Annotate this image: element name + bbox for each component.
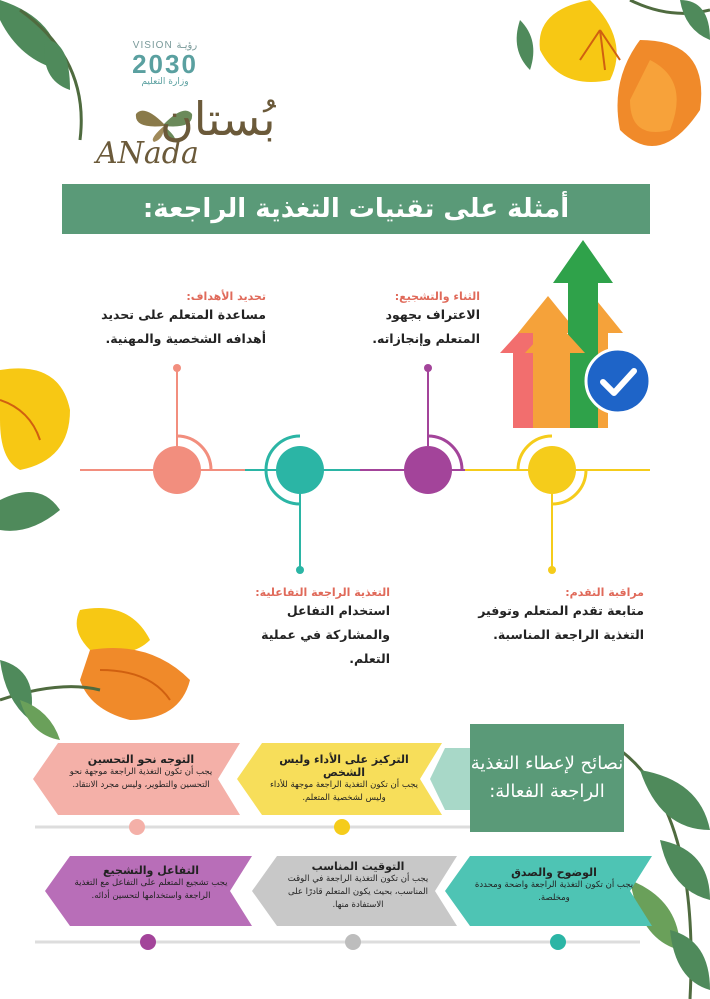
- brand-latin: ANada: [96, 136, 199, 171]
- tip-text: يجب أن تكون التغذية الراجعة في الوقت المناسب، بحيث يكون المتعلم قادرًا على الاستفادة منها.: [287, 874, 429, 910]
- page-title: أمثلة على تقنيات التغذية الراجعة:: [62, 184, 650, 234]
- tip-title: التركيز على الأداء وليس الشخص: [279, 753, 409, 779]
- technique-heading: التغذية الراجعة التفاعلية:: [255, 586, 390, 599]
- vision-ar-label: رؤيـة: [176, 40, 198, 51]
- tip-title: التفاعل والتشجيع: [103, 864, 199, 877]
- technique-text: مساعدة المتعلم على تحديد أهدافه الشخصية والمهنية.: [101, 307, 266, 346]
- vision-year: 2030: [132, 49, 198, 79]
- tips-title: نصائح لإعطاء التغذية الراجعة الفعالة:: [470, 753, 624, 802]
- technique-text: الاعتراف بجهود المتعلم وإنجازاته.: [372, 307, 480, 346]
- technique-heading: مراقبة التقدم:: [565, 586, 644, 599]
- tip-timing: [278, 860, 438, 912]
- vision-en-label: VISION: [132, 40, 173, 51]
- tip-interaction-encouragement: [70, 864, 232, 903]
- tip-text: يجب تشجيع المتعلم على التفاعل مع التغذية الراجعة واستخدامها لتحسين أدائه.: [74, 878, 228, 901]
- technique-text: متابعة تقدم المتعلم وتوفير التغذية الراجعة المناسبة.: [478, 603, 644, 642]
- technique-text: استخدام التفاعل والمشاركة في عملية التعلم.: [261, 603, 390, 666]
- tip-title: الوضوح والصدق: [511, 866, 597, 879]
- tip-text: يجب أن تكون التغذية الراجعة موجهة نحو التحسين والتطوير، وليس مجرد الانتقاد.: [69, 767, 213, 790]
- ministry-label: وزارة التعليم: [141, 77, 189, 87]
- tip-title: التوقيت المناسب: [311, 860, 405, 873]
- technique-heading: تحديد الأهداف:: [186, 290, 266, 303]
- tip-improvement-oriented: [60, 753, 222, 792]
- tip-focus-on-performance: [264, 753, 424, 805]
- tip-text: يجب أن تكون التغذية الراجعة موجهة للأداء وليس لشخصية المتعلم.: [269, 780, 419, 803]
- tip-clarity-honesty: [474, 866, 634, 905]
- tip-title: التوجه نحو التحسين: [87, 753, 195, 766]
- brand-arabic: بُستان: [160, 92, 276, 146]
- technique-heading: الثناء والتشجيع:: [394, 290, 480, 303]
- tips-heading: [470, 724, 624, 832]
- tip-text: يجب أن تكون التغذية الراجعة واضحة ومحددة ومخلصة.: [474, 880, 634, 903]
